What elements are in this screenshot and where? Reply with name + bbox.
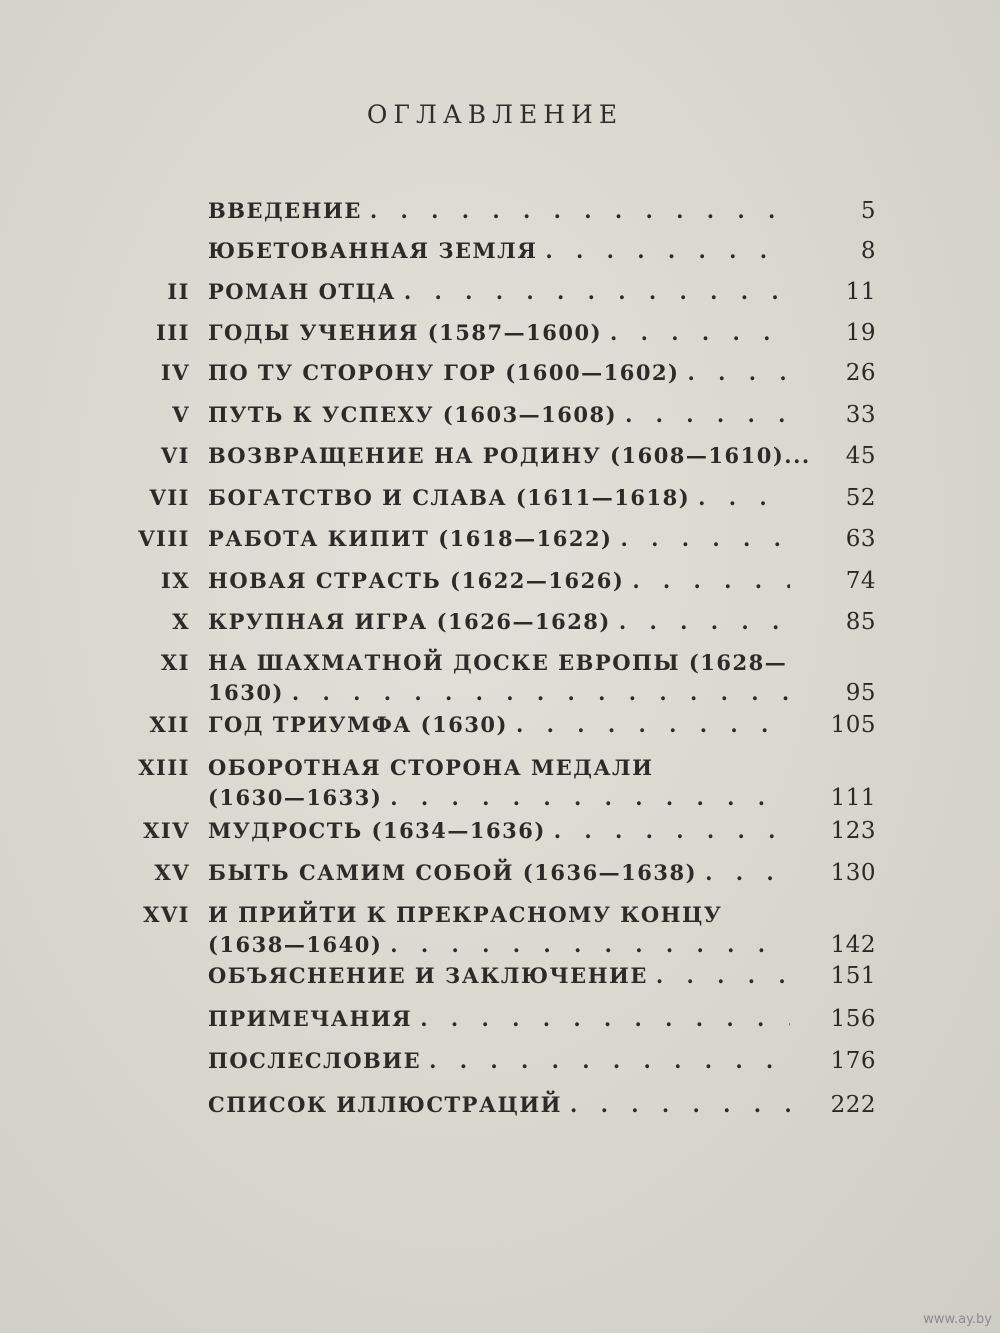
chapter-title: ПРИМЕЧАНИЯ bbox=[208, 1006, 413, 1031]
chapter-title: ПУТЬ К УСПЕХУ (1603—1608) bbox=[208, 402, 618, 427]
chapter-title: МУДРОСТЬ (1634—1636) bbox=[208, 818, 546, 843]
toc-entry bbox=[0, 712, 1000, 752]
page-number: 176 bbox=[830, 1048, 876, 1074]
page-number: 8 bbox=[860, 238, 876, 264]
chapter-title: ВОЗВРАЩЕНИЕ НА РОДИНУ (1608—1610)... bbox=[208, 443, 811, 468]
chapter-title: ГОД ТРИУМФА (1630) bbox=[208, 712, 508, 737]
toc-entry bbox=[0, 402, 1000, 442]
entry-title-line bbox=[208, 568, 790, 593]
dot-leader bbox=[545, 238, 790, 263]
entry-title-line bbox=[208, 860, 790, 885]
toc-title: ОГЛАВЛЕНИЕ bbox=[366, 100, 624, 129]
toc-entry bbox=[0, 818, 1000, 858]
dot-leader bbox=[656, 963, 790, 988]
chapter-number: XIII bbox=[138, 755, 190, 780]
dot-leader bbox=[390, 785, 790, 810]
page-number: 85 bbox=[845, 609, 876, 635]
page-number: 63 bbox=[845, 526, 876, 552]
entry-title-line bbox=[208, 1048, 790, 1073]
entry-title-line bbox=[208, 818, 790, 843]
dot-leader bbox=[698, 485, 790, 510]
toc-entry bbox=[0, 526, 1000, 566]
entry-title-line bbox=[208, 526, 790, 551]
chapter-number: XV bbox=[154, 860, 190, 885]
dot-leader bbox=[404, 279, 790, 304]
entry-title-line bbox=[208, 443, 811, 468]
chapter-title-continued: 1630) bbox=[208, 680, 284, 705]
toc-entry bbox=[0, 1006, 1000, 1046]
page-number: 11 bbox=[845, 279, 876, 305]
chapter-number: II bbox=[167, 279, 190, 304]
dot-leader bbox=[554, 818, 790, 843]
page-number: 19 bbox=[845, 320, 876, 346]
chapter-title: КРУПНАЯ ИГРА (1626—1628) bbox=[208, 609, 611, 634]
chapter-title: ПО ТУ СТОРОНУ ГОР (1600—1602) bbox=[208, 360, 680, 385]
page-number: 95 bbox=[845, 680, 876, 706]
dot-leader bbox=[621, 526, 791, 551]
entry-title-line bbox=[208, 650, 790, 675]
page-number: 222 bbox=[830, 1092, 876, 1118]
chapter-title-continued: (1638—1640) bbox=[208, 932, 383, 957]
dot-leader bbox=[370, 198, 790, 223]
toc-entry bbox=[0, 650, 1000, 706]
chapter-title: ОБОРОТНАЯ СТОРОНА МЕДАЛИ bbox=[208, 755, 654, 780]
chapter-title-continued: (1630—1633) bbox=[208, 785, 383, 810]
toc-entry bbox=[0, 1048, 1000, 1088]
chapter-title: НОВАЯ СТРАСТЬ (1622—1626) bbox=[208, 568, 625, 593]
chapter-number: IV bbox=[160, 360, 190, 385]
dot-leader bbox=[570, 1092, 790, 1117]
page-number: 156 bbox=[830, 1006, 876, 1032]
chapter-number: VI bbox=[160, 443, 190, 468]
chapter-title: ГОДЫ УЧЕНИЯ (1587—1600) bbox=[208, 320, 603, 345]
entry-title-line bbox=[208, 320, 790, 345]
chapter-number: V bbox=[172, 402, 190, 427]
toc-entry bbox=[0, 279, 1000, 319]
toc-entry bbox=[0, 755, 1000, 811]
page-number: 130 bbox=[830, 860, 876, 886]
page-number: 105 bbox=[830, 712, 876, 738]
chapter-number: IX bbox=[160, 568, 190, 593]
toc-entry bbox=[0, 360, 1000, 400]
entry-title-line bbox=[208, 238, 790, 263]
page-number: 74 bbox=[845, 568, 876, 594]
toc-entry bbox=[0, 238, 1000, 278]
entry-title-line bbox=[208, 485, 790, 510]
dot-leader bbox=[420, 1006, 790, 1031]
chapter-title: ЮБЕТОВАННАЯ ЗЕМЛЯ bbox=[208, 238, 538, 263]
dot-leader bbox=[619, 609, 790, 634]
dot-leader bbox=[705, 860, 790, 885]
entry-title-line bbox=[208, 1006, 790, 1031]
chapter-number: VIII bbox=[138, 526, 190, 551]
chapter-title: НА ШАХМАТНОЙ ДОСКЕ ЕВРОПЫ (1628— bbox=[208, 650, 788, 675]
chapter-number: VII bbox=[149, 485, 190, 510]
entry-title-line bbox=[208, 963, 790, 988]
chapter-title: БЫТЬ САМИМ СОБОЙ (1636—1638) bbox=[208, 860, 698, 885]
toc-entry bbox=[0, 568, 1000, 608]
entry-title-line bbox=[208, 712, 790, 737]
toc-entry bbox=[0, 320, 1000, 360]
toc-entry bbox=[0, 443, 1000, 483]
page-number: 142 bbox=[830, 932, 876, 958]
chapter-title: БОГАТСТВО И СЛАВА (1611—1618) bbox=[208, 485, 691, 510]
chapter-title: ПОСЛЕСЛОВИЕ bbox=[208, 1048, 422, 1073]
dot-leader bbox=[429, 1048, 790, 1073]
site-watermark: www.ay.by bbox=[923, 1312, 992, 1327]
page-number: 111 bbox=[830, 785, 876, 811]
entry-title-continuation bbox=[208, 932, 790, 957]
entry-title-line bbox=[208, 755, 790, 780]
toc-entry bbox=[0, 902, 1000, 958]
page-number: 52 bbox=[845, 485, 876, 511]
dot-leader bbox=[516, 712, 790, 737]
entry-title-continuation bbox=[208, 785, 790, 810]
toc-entry bbox=[0, 1092, 1000, 1132]
dot-leader bbox=[625, 402, 790, 427]
page-number: 45 bbox=[845, 443, 876, 469]
chapter-title: ОБЪЯСНЕНИЕ И ЗАКЛЮЧЕНИЕ bbox=[208, 963, 648, 988]
chapter-number: XVI bbox=[143, 902, 190, 927]
chapter-number: XI bbox=[160, 650, 190, 675]
chapter-number: XII bbox=[149, 712, 190, 737]
entry-title-line bbox=[208, 1092, 790, 1117]
dot-leader bbox=[292, 680, 790, 705]
dot-leader bbox=[390, 932, 790, 957]
toc-entry bbox=[0, 198, 1000, 238]
toc-entry bbox=[0, 485, 1000, 525]
entry-title-line bbox=[208, 279, 790, 304]
toc-entry bbox=[0, 609, 1000, 649]
chapter-title: ВВЕДЕНИЕ bbox=[208, 198, 362, 223]
entry-title-line bbox=[208, 902, 790, 927]
toc-entry bbox=[0, 963, 1000, 1003]
chapter-number: XIV bbox=[143, 818, 190, 843]
chapter-title: И ПРИЙТИ К ПРЕКРАСНОМУ КОНЦУ bbox=[208, 902, 723, 927]
dot-leader bbox=[688, 360, 791, 385]
entry-title-line bbox=[208, 198, 790, 223]
dot-leader bbox=[610, 320, 790, 345]
entry-title-continuation bbox=[208, 680, 790, 705]
page-number: 151 bbox=[830, 963, 876, 989]
chapter-number: III bbox=[156, 320, 190, 345]
chapter-title: РОМАН ОТЦА bbox=[208, 279, 396, 304]
chapter-title: РАБОТА КИПИТ (1618—1622) bbox=[208, 526, 613, 551]
dot-leader bbox=[632, 568, 790, 593]
entry-title-line bbox=[208, 402, 790, 427]
page-number: 123 bbox=[830, 818, 876, 844]
toc-entry bbox=[0, 860, 1000, 900]
page-number: 33 bbox=[845, 402, 876, 428]
entry-title-line bbox=[208, 609, 790, 634]
chapter-title: СПИСОК ИЛЛЮСТРАЦИЙ bbox=[208, 1092, 563, 1117]
page-number: 5 bbox=[860, 198, 876, 224]
page-number: 26 bbox=[845, 360, 876, 386]
chapter-number: X bbox=[172, 609, 190, 634]
entry-title-line bbox=[208, 360, 790, 385]
